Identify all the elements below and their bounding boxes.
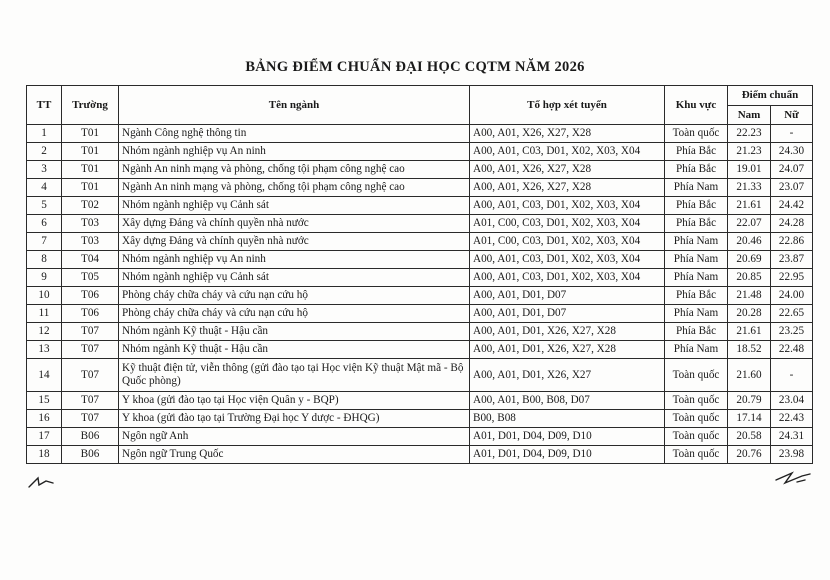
cell-diem-nam: 21.61 (728, 323, 771, 341)
cell-diem-nam: 20.79 (728, 392, 771, 410)
table-row (27, 269, 813, 287)
cell-khu-vuc: Phía Nam (665, 341, 728, 359)
cell-khu-vuc: Phía Nam (665, 269, 728, 287)
cell-diem-nu: 23.25 (771, 323, 813, 341)
table-row (27, 428, 813, 446)
cell-nganh: Phòng cháy chữa cháy và cứu nạn cứu hộ (119, 305, 470, 323)
cell-truong: T06 (62, 287, 119, 305)
cell-diem-nam: 21.61 (728, 197, 771, 215)
table-row (27, 143, 813, 161)
cell-khu-vuc: Toàn quốc (665, 410, 728, 428)
cell-khu-vuc: Toàn quốc (665, 392, 728, 410)
cell-tt: 6 (27, 215, 62, 233)
cell-nganh: Nhóm ngành nghiệp vụ Cảnh sát (119, 197, 470, 215)
cell-nganh: Y khoa (gửi đào tạo tại Học viện Quân y - BQP) (119, 392, 470, 410)
cell-diem-nam: 20.69 (728, 251, 771, 269)
cell-tt: 15 (27, 392, 62, 410)
cell-tt: 2 (27, 143, 62, 161)
cell-nganh: Xây dựng Đảng và chính quyền nhà nước (119, 215, 470, 233)
cell-truong: T07 (62, 323, 119, 341)
cell-khu-vuc: Phía Bắc (665, 287, 728, 305)
cell-nganh: Nhóm ngành nghiệp vụ An ninh (119, 251, 470, 269)
cell-diem-nu: 22.65 (771, 305, 813, 323)
cell-khu-vuc: Toàn quốc (665, 446, 728, 464)
cell-diem-nu: - (771, 359, 813, 392)
cell-nganh: Xây dựng Đảng và chính quyền nhà nước (119, 233, 470, 251)
cell-diem-nu: 22.48 (771, 341, 813, 359)
table-row (27, 410, 813, 428)
cell-diem-nu: 24.00 (771, 287, 813, 305)
cell-to-hop: A00, A01, D01, X26, X27, X28 (470, 323, 665, 341)
cell-to-hop: A01, D01, D04, D09, D10 (470, 428, 665, 446)
cell-tt: 7 (27, 233, 62, 251)
table-row (27, 359, 813, 392)
cell-to-hop: A00, A01, C03, D01, X02, X03, X04 (470, 143, 665, 161)
header-diem-chuan: Điểm chuẩn (728, 86, 813, 106)
table-row (27, 341, 813, 359)
cell-diem-nu: 23.04 (771, 392, 813, 410)
cell-diem-nu: 23.98 (771, 446, 813, 464)
cell-nganh: Y khoa (gửi đào tạo tại Trường Đại học Y dược - ĐHQG) (119, 410, 470, 428)
cell-nganh: Nhóm ngành nghiệp vụ An ninh (119, 143, 470, 161)
header-nam: Nam (728, 106, 771, 125)
cell-diem-nu: 23.07 (771, 179, 813, 197)
cell-diem-nu: 22.43 (771, 410, 813, 428)
cell-tt: 5 (27, 197, 62, 215)
cell-diem-nu: 24.07 (771, 161, 813, 179)
cell-tt: 9 (27, 269, 62, 287)
cell-truong: T01 (62, 143, 119, 161)
cell-khu-vuc: Phía Bắc (665, 323, 728, 341)
cell-truong: T07 (62, 341, 119, 359)
cell-tt: 4 (27, 179, 62, 197)
header-truong: Trường (62, 86, 119, 125)
cell-diem-nam: 22.07 (728, 215, 771, 233)
cell-to-hop: A01, C00, C03, D01, X02, X03, X04 (470, 233, 665, 251)
cell-khu-vuc: Phía Nam (665, 233, 728, 251)
cell-to-hop: A00, A01, D01, D07 (470, 305, 665, 323)
cell-diem-nam: 21.48 (728, 287, 771, 305)
cell-truong: T04 (62, 251, 119, 269)
cell-khu-vuc: Phía Nam (665, 179, 728, 197)
cell-khu-vuc: Toàn quốc (665, 359, 728, 392)
cell-tt: 13 (27, 341, 62, 359)
cell-diem-nu: - (771, 125, 813, 143)
cell-to-hop: A01, D01, D04, D09, D10 (470, 446, 665, 464)
cell-diem-nam: 20.85 (728, 269, 771, 287)
cell-nganh: Kỹ thuật điện tử, viễn thông (gửi đào tạo tại Học viện Kỹ thuật Mật mã - Bộ Quốc phòng) (119, 359, 470, 392)
cell-to-hop: A00, A01, D01, D07 (470, 287, 665, 305)
cell-to-hop: A01, C00, C03, D01, X02, X03, X04 (470, 215, 665, 233)
cell-to-hop: A00, A01, C03, D01, X02, X03, X04 (470, 269, 665, 287)
page-title: BẢNG ĐIỂM CHUẨN ĐẠI HỌC CQTM NĂM 2026 (245, 59, 585, 75)
cell-khu-vuc: Toàn quốc (665, 428, 728, 446)
header-nu: Nữ (771, 106, 813, 125)
cell-to-hop: A00, A01, D01, X26, X27, X28 (470, 341, 665, 359)
cell-truong: T03 (62, 233, 119, 251)
cell-diem-nam: 20.46 (728, 233, 771, 251)
initial-signature-right-icon (772, 465, 820, 491)
table-row (27, 305, 813, 323)
cell-diem-nam: 17.14 (728, 410, 771, 428)
cell-truong: B06 (62, 446, 119, 464)
table-row (27, 251, 813, 269)
cell-tt: 12 (27, 323, 62, 341)
cell-nganh: Ngôn ngữ Anh (119, 428, 470, 446)
cell-khu-vuc: Phía Bắc (665, 161, 728, 179)
cell-diem-nu: 24.30 (771, 143, 813, 161)
cell-truong: T05 (62, 269, 119, 287)
cell-truong: T01 (62, 161, 119, 179)
cell-diem-nam: 21.60 (728, 359, 771, 392)
cell-diem-nam: 21.23 (728, 143, 771, 161)
initial-signature-left-icon (26, 470, 66, 492)
cell-truong: T06 (62, 305, 119, 323)
table-row (27, 287, 813, 305)
cell-diem-nam: 21.33 (728, 179, 771, 197)
cell-diem-nam: 20.58 (728, 428, 771, 446)
cell-tt: 18 (27, 446, 62, 464)
cell-khu-vuc: Phía Bắc (665, 197, 728, 215)
cell-truong: T03 (62, 215, 119, 233)
cell-nganh: Phòng cháy chữa cháy và cứu nạn cứu hộ (119, 287, 470, 305)
cell-tt: 8 (27, 251, 62, 269)
cell-khu-vuc: Phía Nam (665, 251, 728, 269)
cell-tt: 10 (27, 287, 62, 305)
header-to-hop: Tổ hợp xét tuyển (470, 86, 665, 125)
cell-tt: 16 (27, 410, 62, 428)
table-row (27, 197, 813, 215)
cell-nganh: Ngành Công nghệ thông tin (119, 125, 470, 143)
cell-khu-vuc: Phía Bắc (665, 143, 728, 161)
cell-diem-nu: 24.31 (771, 428, 813, 446)
table-row (27, 161, 813, 179)
cell-diem-nu: 23.87 (771, 251, 813, 269)
cell-truong: T01 (62, 179, 119, 197)
cell-to-hop: A00, A01, X26, X27, X28 (470, 179, 665, 197)
cell-tt: 3 (27, 161, 62, 179)
cell-to-hop: A00, A01, X26, X27, X28 (470, 125, 665, 143)
table-row (27, 233, 813, 251)
table-row (27, 323, 813, 341)
header-tt: TT (27, 86, 62, 125)
cell-nganh: Ngành An ninh mạng và phòng, chống tội phạm công nghệ cao (119, 179, 470, 197)
cell-khu-vuc: Phía Nam (665, 305, 728, 323)
cell-to-hop: A00, A01, C03, D01, X02, X03, X04 (470, 251, 665, 269)
cell-diem-nu: 24.28 (771, 215, 813, 233)
cell-truong: T02 (62, 197, 119, 215)
cell-nganh: Ngành An ninh mạng và phòng, chống tội phạm công nghệ cao (119, 161, 470, 179)
cell-diem-nam: 18.52 (728, 341, 771, 359)
cell-to-hop: B00, B08 (470, 410, 665, 428)
cell-truong: B06 (62, 428, 119, 446)
cell-diem-nam: 19.01 (728, 161, 771, 179)
table-row (27, 179, 813, 197)
cell-diem-nu: 22.86 (771, 233, 813, 251)
cell-to-hop: A00, A01, B00, B08, D07 (470, 392, 665, 410)
cell-diem-nu: 24.42 (771, 197, 813, 215)
table-row (27, 392, 813, 410)
cell-nganh: Nhóm ngành nghiệp vụ Cảnh sát (119, 269, 470, 287)
cell-nganh: Ngôn ngữ Trung Quốc (119, 446, 470, 464)
header-khu-vuc: Khu vực (665, 86, 728, 125)
cell-nganh: Nhóm ngành Kỹ thuật - Hậu cần (119, 341, 470, 359)
cell-tt: 17 (27, 428, 62, 446)
cell-to-hop: A00, A01, X26, X27, X28 (470, 161, 665, 179)
cell-tt: 1 (27, 125, 62, 143)
cell-khu-vuc: Phía Bắc (665, 215, 728, 233)
table-row (27, 125, 813, 143)
cell-truong: T07 (62, 410, 119, 428)
cell-truong: T07 (62, 392, 119, 410)
cell-tt: 11 (27, 305, 62, 323)
cell-diem-nam: 22.23 (728, 125, 771, 143)
cell-tt: 14 (27, 359, 62, 392)
table-row (27, 446, 813, 464)
header-ten-nganh: Tên ngành (119, 86, 470, 125)
cell-truong: T07 (62, 359, 119, 392)
table-row (27, 215, 813, 233)
cell-diem-nam: 20.76 (728, 446, 771, 464)
cell-diem-nu: 22.95 (771, 269, 813, 287)
cell-khu-vuc: Toàn quốc (665, 125, 728, 143)
cell-nganh: Nhóm ngành Kỹ thuật - Hậu cần (119, 323, 470, 341)
score-table (26, 85, 813, 464)
cell-to-hop: A00, A01, D01, X26, X27 (470, 359, 665, 392)
cell-to-hop: A00, A01, C03, D01, X02, X03, X04 (470, 197, 665, 215)
cell-diem-nam: 20.28 (728, 305, 771, 323)
cell-truong: T01 (62, 125, 119, 143)
